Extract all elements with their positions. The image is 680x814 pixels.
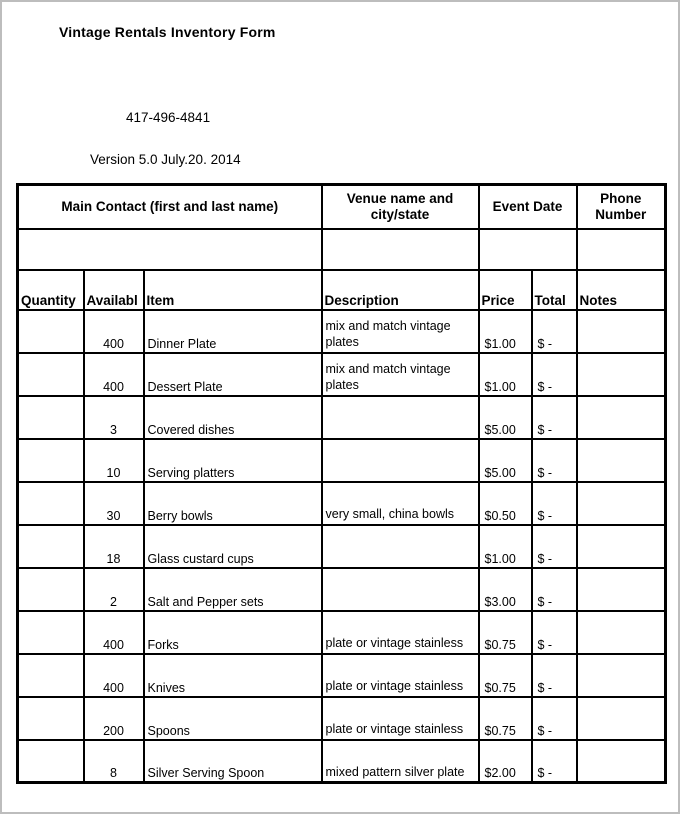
available-column-header: Availabl xyxy=(84,270,144,310)
available-cell: 18 xyxy=(84,525,144,568)
page-title: Vintage Rentals Inventory Form xyxy=(59,24,276,40)
quantity-cell[interactable] xyxy=(18,654,84,697)
table-row xyxy=(18,439,666,482)
description-cell xyxy=(322,525,479,568)
notes-cell[interactable] xyxy=(577,396,666,439)
phone-number-input-cell[interactable] xyxy=(577,229,666,270)
description-cell: mix and match vintage plates xyxy=(322,310,479,353)
total-cell: $ - xyxy=(532,353,577,396)
notes-cell[interactable] xyxy=(577,525,666,568)
phone-number-header: Phone Number xyxy=(577,185,666,229)
total-cell: $ - xyxy=(532,439,577,482)
available-cell: 2 xyxy=(84,568,144,611)
price-cell: $1.00 xyxy=(479,525,532,568)
price-cell: $2.00 xyxy=(479,740,532,783)
event-date-header: Event Date xyxy=(479,185,577,229)
notes-cell[interactable] xyxy=(577,611,666,654)
item-cell: Berry bowls xyxy=(144,482,322,525)
table-row xyxy=(18,568,666,611)
available-cell: 10 xyxy=(84,439,144,482)
venue-input-cell[interactable] xyxy=(322,229,479,270)
item-cell: Dinner Plate xyxy=(144,310,322,353)
price-column-header: Price xyxy=(479,270,532,310)
table-row xyxy=(18,525,666,568)
total-cell: $ - xyxy=(532,568,577,611)
available-cell: 200 xyxy=(84,697,144,740)
notes-cell[interactable] xyxy=(577,310,666,353)
item-cell: Serving platters xyxy=(144,439,322,482)
contact-header-row xyxy=(18,185,666,229)
quantity-cell[interactable] xyxy=(18,525,84,568)
price-cell: $0.75 xyxy=(479,654,532,697)
contact-input-row xyxy=(18,229,666,270)
item-cell: Silver Serving Spoon xyxy=(144,740,322,783)
available-cell: 3 xyxy=(84,396,144,439)
available-cell: 400 xyxy=(84,310,144,353)
total-cell: $ - xyxy=(532,740,577,783)
inventory-rows xyxy=(18,310,666,783)
price-cell: $5.00 xyxy=(479,439,532,482)
venue-header: Venue name and city/state xyxy=(322,185,479,229)
quantity-column-header: Quantity xyxy=(18,270,84,310)
quantity-cell[interactable] xyxy=(18,740,84,783)
event-date-input-cell[interactable] xyxy=(479,229,577,270)
available-cell: 8 xyxy=(84,740,144,783)
item-cell: Spoons xyxy=(144,697,322,740)
item-cell: Salt and Pepper sets xyxy=(144,568,322,611)
quantity-cell[interactable] xyxy=(18,353,84,396)
description-cell: plate or vintage stainless xyxy=(322,611,479,654)
price-cell: $0.75 xyxy=(479,611,532,654)
available-cell: 30 xyxy=(84,482,144,525)
quantity-cell[interactable] xyxy=(18,310,84,353)
total-column-header: Total xyxy=(532,270,577,310)
notes-cell[interactable] xyxy=(577,568,666,611)
table-row xyxy=(18,482,666,525)
total-cell: $ - xyxy=(532,697,577,740)
total-cell: $ - xyxy=(532,525,577,568)
price-cell: $0.75 xyxy=(479,697,532,740)
notes-cell[interactable] xyxy=(577,482,666,525)
description-cell: mixed pattern silver plate xyxy=(322,740,479,783)
notes-column-header: Notes xyxy=(577,270,666,310)
description-cell: very small, china bowls xyxy=(322,482,479,525)
price-cell: $1.00 xyxy=(479,310,532,353)
total-cell: $ - xyxy=(532,396,577,439)
total-cell: $ - xyxy=(532,654,577,697)
quantity-cell[interactable] xyxy=(18,439,84,482)
table-row xyxy=(18,611,666,654)
table-row xyxy=(18,697,666,740)
price-cell: $3.00 xyxy=(479,568,532,611)
notes-cell[interactable] xyxy=(577,353,666,396)
available-cell: 400 xyxy=(84,654,144,697)
item-column-header: Item xyxy=(144,270,322,310)
notes-cell[interactable] xyxy=(577,740,666,783)
description-column-header: Description xyxy=(322,270,479,310)
table-row xyxy=(18,740,666,783)
quantity-cell[interactable] xyxy=(18,482,84,525)
description-cell xyxy=(322,568,479,611)
notes-cell[interactable] xyxy=(577,654,666,697)
table-row xyxy=(18,310,666,353)
table-row xyxy=(18,396,666,439)
item-cell: Forks xyxy=(144,611,322,654)
item-cell: Knives xyxy=(144,654,322,697)
description-cell: plate or vintage stainless xyxy=(322,697,479,740)
contact-phone-text: 417-496-4841 xyxy=(126,110,211,125)
available-cell: 400 xyxy=(84,611,144,654)
total-cell: $ - xyxy=(532,310,577,353)
description-cell xyxy=(322,439,479,482)
item-cell: Covered dishes xyxy=(144,396,322,439)
total-cell: $ - xyxy=(532,482,577,525)
notes-cell[interactable] xyxy=(577,697,666,740)
column-header-row xyxy=(18,270,666,310)
quantity-cell[interactable] xyxy=(18,568,84,611)
item-cell: Dessert Plate xyxy=(144,353,322,396)
quantity-cell[interactable] xyxy=(18,697,84,740)
item-cell: Glass custard cups xyxy=(144,525,322,568)
total-cell: $ - xyxy=(532,611,577,654)
quantity-cell[interactable] xyxy=(18,611,84,654)
notes-cell[interactable] xyxy=(577,439,666,482)
available-cell: 400 xyxy=(84,353,144,396)
price-cell: $0.50 xyxy=(479,482,532,525)
table-row xyxy=(18,353,666,396)
inventory-table xyxy=(16,183,667,784)
price-cell: $5.00 xyxy=(479,396,532,439)
main-contact-header: Main Contact (first and last name) xyxy=(18,185,322,229)
price-cell: $1.00 xyxy=(479,353,532,396)
description-cell: plate or vintage stainless xyxy=(322,654,479,697)
version-text: Version 5.0 July.20. 2014 xyxy=(90,152,241,167)
quantity-cell[interactable] xyxy=(18,396,84,439)
main-contact-input-cell[interactable] xyxy=(18,229,322,270)
table-row xyxy=(18,654,666,697)
description-cell xyxy=(322,396,479,439)
description-cell: mix and match vintage plates xyxy=(322,353,479,396)
